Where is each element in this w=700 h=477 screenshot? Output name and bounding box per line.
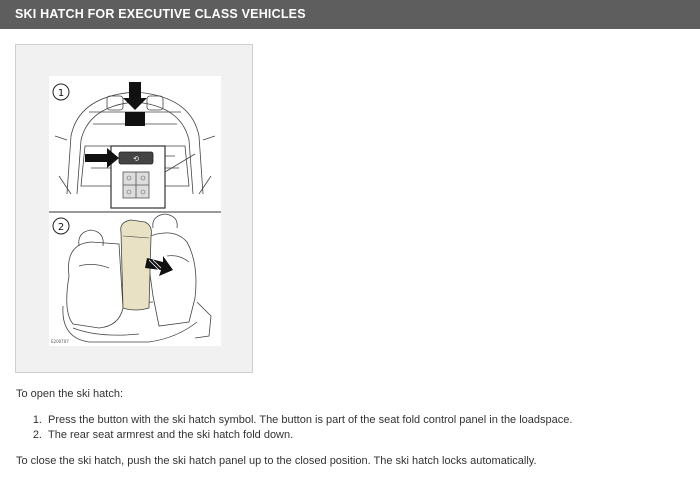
ski-hatch-illustration bbox=[49, 76, 221, 346]
panel-1-label: 1 bbox=[57, 88, 65, 99]
close-instructions: To close the ski hatch, push the ski hatch panel up to the closed position. The ski hatch locks automatically. bbox=[16, 455, 537, 467]
figure-code: E200707 bbox=[51, 339, 69, 344]
step-text: The rear seat armrest and the ski hatch fold down. bbox=[48, 429, 294, 441]
list-item bbox=[16, 428, 572, 443]
section-title: SKI HATCH FOR EXECUTIVE CLASS VEHICLES bbox=[15, 7, 306, 21]
intro-text: To open the ski hatch: bbox=[16, 388, 124, 400]
step-number: 1. bbox=[32, 414, 42, 426]
panel-2-label: 2 bbox=[57, 222, 65, 233]
list-item bbox=[16, 413, 572, 428]
ski-hatch-diagram bbox=[49, 76, 221, 346]
step-text: Press the button with the ski hatch symbol. The button is part of the seat fold control panel in the loadspace. bbox=[48, 414, 573, 426]
svg-text:⟲: ⟲ bbox=[133, 155, 139, 163]
section-header bbox=[0, 0, 700, 29]
steps-list bbox=[16, 413, 572, 443]
illustration-frame bbox=[15, 44, 253, 373]
step-number: 2. bbox=[32, 429, 42, 441]
